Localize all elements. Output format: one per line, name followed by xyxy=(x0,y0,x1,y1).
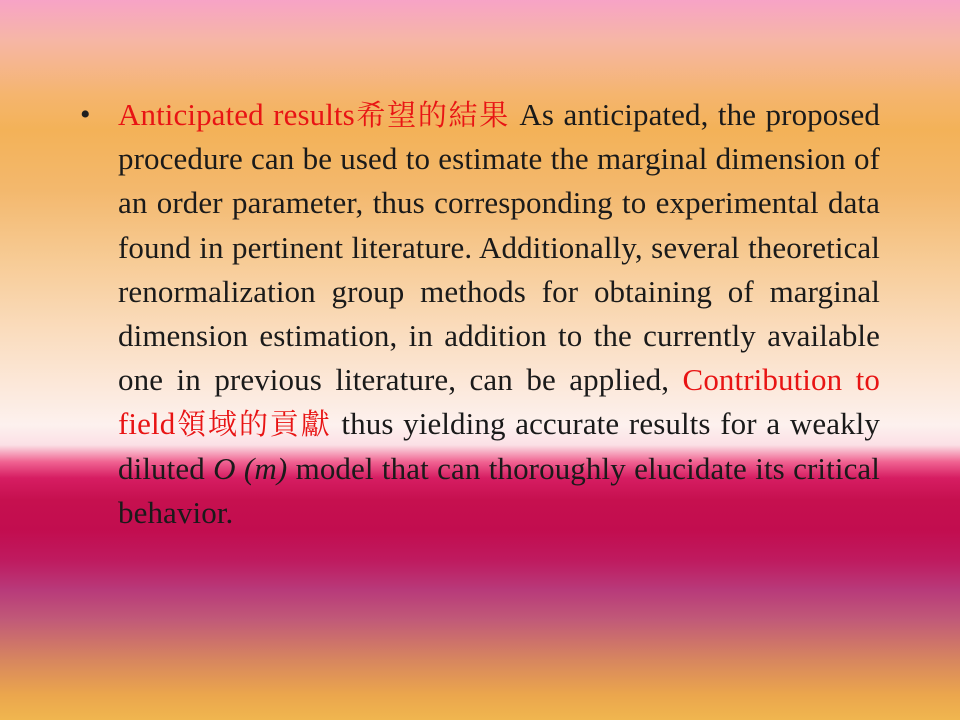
paragraph-text-part1: As anticipated, the proposed procedure can be used to estimate the marginal dimension of an order parameter, thus corresponding to experimental data found in pertinent literature. Additionally, several theoretical renormalization group methods for obtaining of marginal dimension estimation, in addition to the currently available one in previous literature, can be applied, xyxy=(118,97,880,398)
paragraph-text-part3: model that can thoroughly elucidate its critical behavior. xyxy=(118,450,881,530)
contribution-heading-zh: 領域的貢獻 xyxy=(175,407,332,442)
bullet-paragraph xyxy=(118,93,880,535)
anticipated-results-heading: Anticipated results xyxy=(118,97,355,132)
paragraph-text-part2: thus yielding accurate results for a weakly diluted xyxy=(118,406,880,486)
contribution-heading: Contribution to field xyxy=(118,362,880,442)
model-name: O (m) xyxy=(213,450,288,486)
bullet-marker: • xyxy=(80,98,91,131)
anticipated-results-heading-zh: 希望的結果 xyxy=(354,98,510,132)
bullet-item xyxy=(80,93,880,535)
